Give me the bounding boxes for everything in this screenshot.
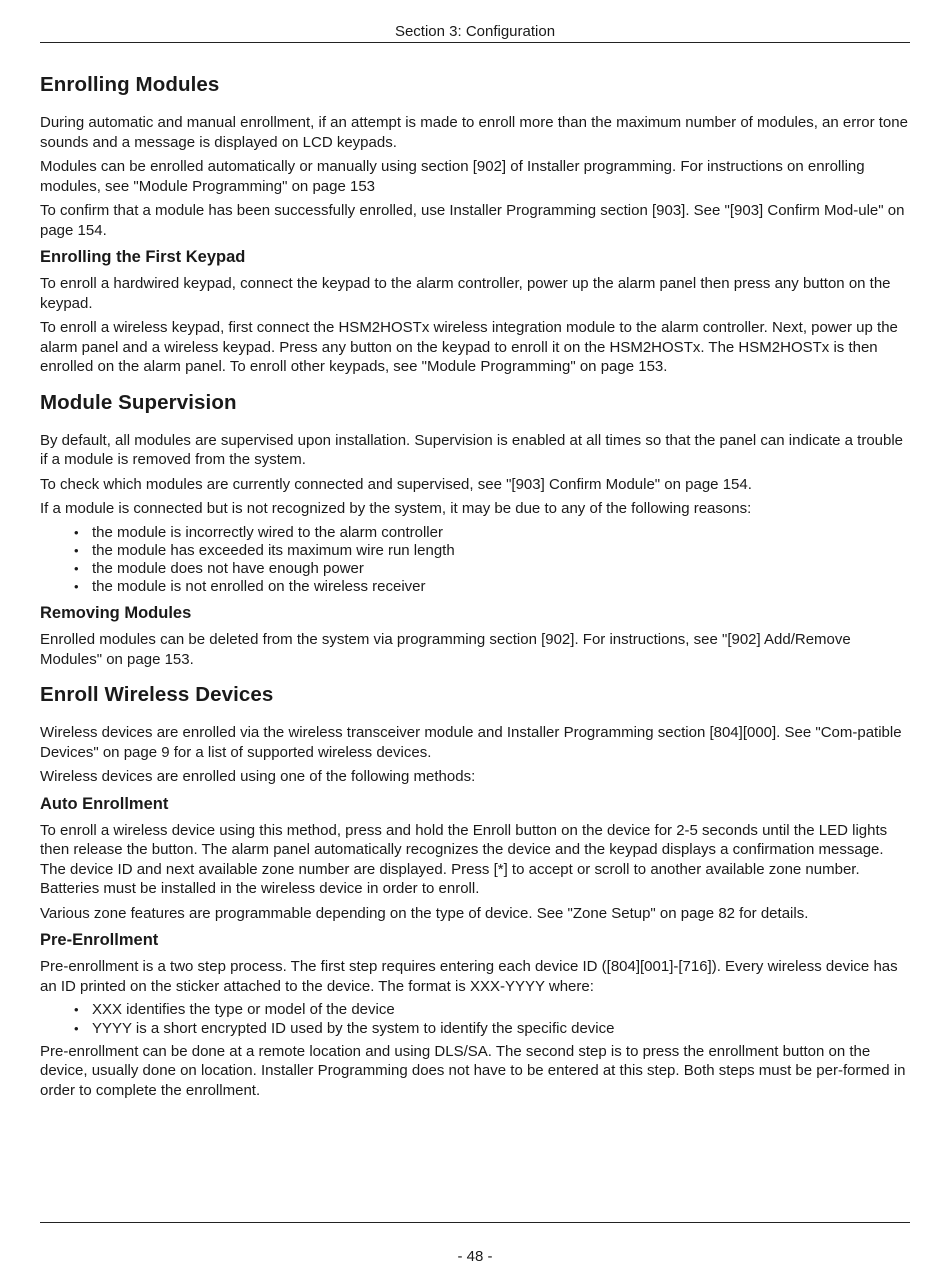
page-content <box>40 71 912 1106</box>
page-footer <box>40 1248 910 1266</box>
list-item: • the module does not have enough power <box>92 560 912 578</box>
id-format-list <box>40 1001 912 1037</box>
paragraph: To check which modules are currently connected and supervised, see "[903] Confirm Module" on page 154. <box>40 475 752 493</box>
section-module-supervision <box>40 389 912 597</box>
page-number: - 48 - <box>457 1248 493 1265</box>
paragraph: To enroll a hardwired keypad, connect the keypad to the alarm controller, power up the alarm panel then press any button on the keypad. <box>40 275 891 312</box>
section-enroll-wireless-devices <box>40 681 912 787</box>
section-removing-modules <box>40 602 912 669</box>
paragraph: Pre-enrollment can be done at a remote location and using DLS/SA. The second step is to press the enrollment button on the device, usually done on location. Installer Programming does not have to be entered at this step. Both steps must be per-formed in order to complete the enrollment. <box>40 1042 906 1099</box>
footer-divider <box>40 1222 910 1223</box>
reasons-list <box>40 524 912 597</box>
list-item: • XXX identifies the type or model of the device <box>92 1001 912 1019</box>
heading-enroll-wireless-devices: Enroll Wireless Devices <box>40 683 274 707</box>
heading-pre-enrollment: Pre-Enrollment <box>40 931 159 950</box>
paragraph: During automatic and manual enrollment, if an attempt is made to enroll more than the maximum number of modules, an error tone sounds and a message is displayed on LCD keypads. <box>40 114 908 151</box>
paragraph: To enroll a wireless keypad, first connect the HSM2HOSTx wireless integration module to the alarm controller. Next, power up the alarm panel and a wireless keypad. Press any button on the keypad to enroll it on the HSM2HOSTx. The HSM2HOSTx is then enrolled on the alarm panel. To enroll other keypads, see "Module Programming" on page 153. <box>40 319 898 375</box>
heading-auto-enrollment: Auto Enrollment <box>40 794 169 813</box>
paragraph: Enrolled modules can be deleted from the system via programming section [902]. For instructions, see "[902] Add/Remove Modules" on page 153. <box>40 631 851 668</box>
section-pre-enrollment <box>40 929 912 1100</box>
paragraph: To enroll a wireless device using this method, press and hold the Enroll button on the device for 2-5 seconds until the LED lights then release the button. The alarm panel automatically recognizes the device and the keypad displays a confirmation message. The device ID and next available zone number are displayed. Press [*] to accept or scroll to another available zone number. Batteries must be installed in the wireless device in order to enroll. <box>40 821 888 898</box>
heading-module-supervision: Module Supervision <box>40 390 237 414</box>
section-title: Section 3: Configuration <box>394 23 556 40</box>
paragraph: If a module is connected but is not recognized by the system, it may be due to any of the following reasons: <box>40 500 752 517</box>
heading-removing-modules: Removing Modules <box>40 604 192 623</box>
list-item: • the module is not enrolled on the wireless receiver <box>92 578 912 596</box>
section-auto-enrollment <box>40 793 912 924</box>
paragraph: By default, all modules are supervised upon installation. Supervision is enabled at all times so that the panel can indicate a trouble if a module is removed from the system. <box>40 431 904 468</box>
heading-enrolling-modules: Enrolling Modules <box>40 73 220 96</box>
paragraph: Various zone features are programmable depending on the type of device. See "Zone Setup" on page 82 for details. <box>40 904 809 922</box>
paragraph: Pre-enrollment is a two step process. The first step requires entering each device ID ([804][001]-[716]). Every wireless device has an ID printed on the sticker attached to the device. The format is XXX-YYYY where: <box>40 958 898 995</box>
section-enrolling-first-keypad <box>40 246 912 377</box>
page-header <box>40 22 910 43</box>
paragraph: To confirm that a module has been successfully enrolled, use Installer Programming section [903]. See "[903] Confirm Mod-ule" on page 154. <box>40 202 905 239</box>
heading-enrolling-first-keypad: Enrolling the First Keypad <box>40 248 246 266</box>
paragraph: Wireless devices are enrolled using one of the following methods: <box>40 768 476 786</box>
list-item: • YYYY is a short encrypted ID used by the system to identify the specific device <box>92 1020 912 1038</box>
paragraph: Modules can be enrolled automatically or manually using section [902] of Installer programming. For instructions on enrolling modules, see "Module Programming" on page 153 <box>40 158 865 195</box>
section-enrolling-modules <box>40 71 912 240</box>
paragraph: Wireless devices are enrolled via the wireless transceiver module and Installer Programming section [804][000]. See "Com-patible Devices" on page 9 for a list of supported wireless devices. <box>40 724 902 761</box>
list-item: • the module has exceeded its maximum wire run length <box>92 542 912 560</box>
list-item: • the module is incorrectly wired to the alarm controller <box>92 524 912 542</box>
